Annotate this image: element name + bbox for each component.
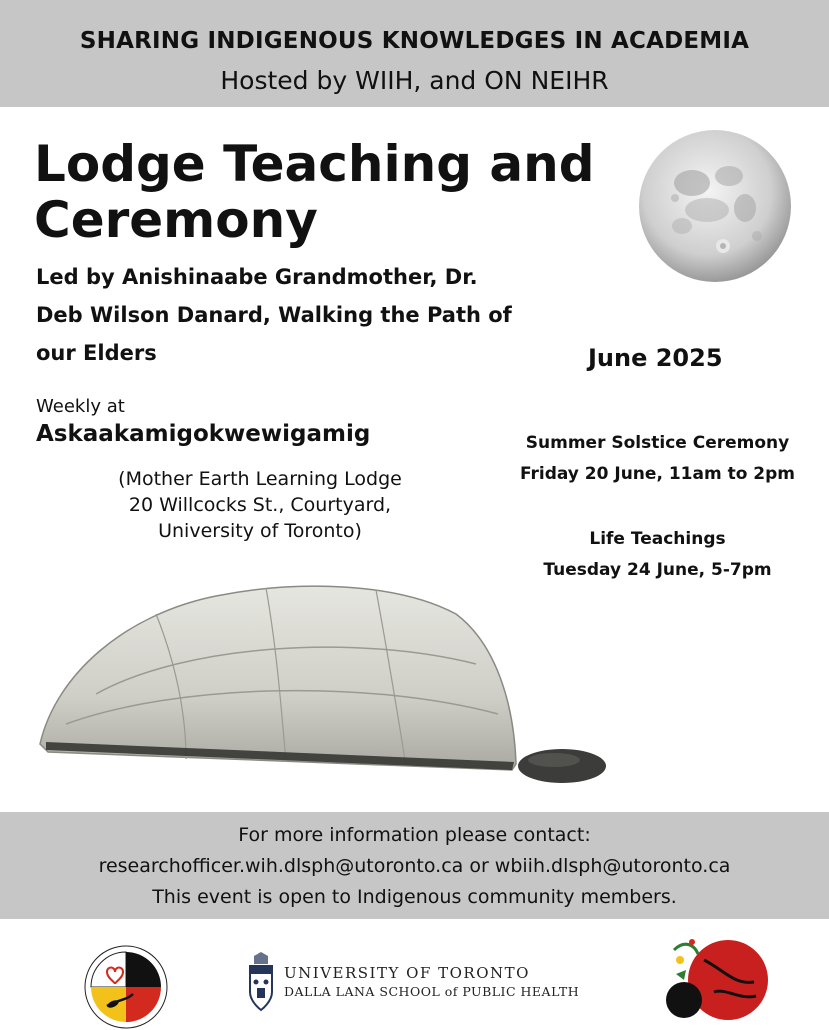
session-name: Summer Solstice Ceremony — [525, 433, 790, 453]
address-line3: University of Toronto) — [158, 520, 362, 542]
header-banner — [0, 0, 829, 107]
led-by-line3: our Elders — [36, 341, 157, 365]
session-name: Life Teachings — [589, 529, 726, 549]
venue-name: Askaakamigokwewigamig — [36, 421, 371, 447]
event-month: June 2025 — [588, 344, 723, 372]
uoft-school: DALLA LANA SCHOOL of PUBLIC HEALTH — [284, 984, 580, 999]
session-date: Tuesday 24 June, 5-7pm — [543, 560, 772, 580]
address-line2: 20 Willcocks St., Courtyard, — [128, 494, 392, 516]
venue-address — [80, 466, 440, 544]
waakebiness-institute-logo — [83, 944, 169, 1030]
event-title-line2: Ceremony — [34, 191, 318, 249]
address-line1: (Mother Earth Learning Lodge — [118, 468, 402, 490]
weekly-label: Weekly at — [36, 396, 125, 417]
led-by-text — [36, 258, 566, 372]
contact-note: This event is open to Indigenous community members. — [152, 886, 677, 908]
led-by-line2: Deb Wilson Danard, Walking the Path of — [36, 303, 512, 327]
event-title-line1: Lodge Teaching and — [34, 135, 595, 193]
uoft-crest-icon — [246, 952, 276, 1014]
uoft-name: UNIVERSITY OF TORONTO — [284, 964, 530, 982]
series-title: SHARING INDIGENOUS KNOWLEDGES IN ACADEMIA — [79, 28, 750, 54]
full-moon-image — [637, 128, 793, 284]
event-title — [34, 136, 634, 248]
contact-heading: For more information please contact: — [238, 824, 591, 846]
contact-banner — [0, 812, 829, 919]
session-solstice — [495, 428, 820, 490]
session-date: Friday 20 June, 11am to 2pm — [519, 464, 796, 484]
hosted-by: Hosted by WIIH, and ON NEIHR — [220, 66, 609, 95]
on-neihr-logo — [664, 930, 774, 1030]
uoft-dlsph-logo — [246, 948, 626, 1018]
led-by-line1: Led by Anishinaabe Grandmother, Dr. — [36, 265, 478, 289]
contact-emails[interactable]: researchofficer.wih.dlsph@utoronto.ca or wbiih.dlsph@utoronto.ca — [98, 855, 731, 877]
lodge-image — [36, 574, 616, 790]
